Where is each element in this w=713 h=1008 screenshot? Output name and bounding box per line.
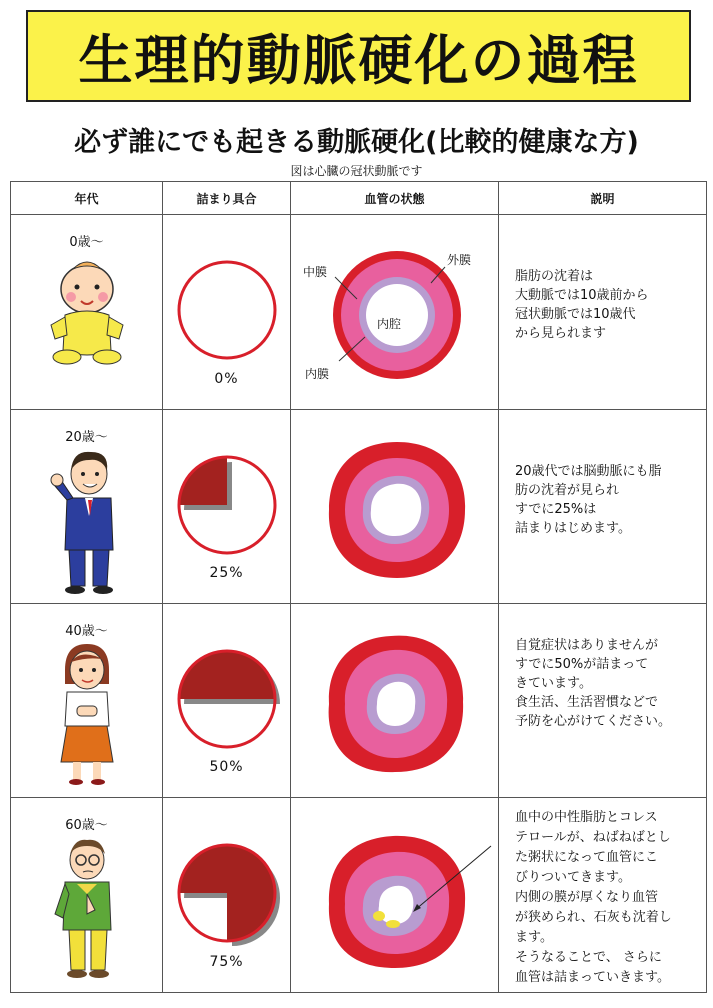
stages-table <box>10 181 707 993</box>
figure-caption: 図は心臓の冠状動脈です <box>290 164 423 178</box>
old-man-icon <box>47 834 127 984</box>
page-title: 生理的動脈硬化の過程 <box>78 28 639 92</box>
blockage-percent: 75% <box>209 954 244 970</box>
table-row <box>11 409 707 603</box>
label-adventitia: 外膜 <box>447 253 472 268</box>
age-label: 0歳〜 <box>69 235 104 251</box>
blockage-percent: 25% <box>209 565 244 582</box>
header-age: 年代 <box>11 182 163 215</box>
table-row <box>11 604 707 798</box>
blockage-pie <box>172 255 282 365</box>
age-label: 40歳〜 <box>65 624 108 640</box>
vessel-cell <box>291 409 499 603</box>
blockage-cell <box>163 409 291 603</box>
vessel-cell <box>291 798 499 993</box>
description-cell <box>499 604 707 798</box>
header-row <box>11 182 707 215</box>
woman-icon <box>47 640 127 790</box>
header-blockage: 詰まり具合 <box>163 182 291 215</box>
table-row <box>11 798 707 993</box>
vessel-cell <box>291 215 499 409</box>
label-media: 中膜 <box>303 265 328 280</box>
age-cell <box>11 798 163 993</box>
blocked-sector <box>179 651 275 699</box>
age-cell <box>11 215 163 409</box>
description-text: 20歳代では脳動脈にも脂 肪の沈着が見られ すでに25%は 詰まりはじめます。 <box>515 463 662 536</box>
blockage-cell <box>163 798 291 993</box>
age-cell <box>11 604 163 798</box>
vessel-cell <box>291 604 499 798</box>
blockage-pie <box>172 450 282 560</box>
label-intima: 内膜 <box>305 367 330 382</box>
blockage-percent: 0% <box>214 370 239 387</box>
page-subtitle: 必ず誰にでも起きる動脈硬化(比較的健康な方) <box>74 127 639 158</box>
description-cell <box>499 798 707 993</box>
label-lumen: 内腔 <box>377 317 402 332</box>
description-text: 自覚症状はありませんが すでに50%が詰まって きています。 食生活、生活習慣などで 予防を心がけてください。 <box>515 638 672 730</box>
blockage-cell <box>163 215 291 409</box>
age-label: 20歳〜 <box>65 429 108 445</box>
description-text: 血中の中性脂肪とコレス テロールが、ねばねばとし た粥状になって血管にこ びりついてきます。 内側の膜が厚くなり血管 が狭められ、石灰も沈着し ます。 そうなることで、 さらに 血管は詰まっていきます。 <box>515 810 672 986</box>
blockage-percent: 50% <box>209 759 244 776</box>
baby-icon <box>47 255 127 375</box>
pie-outline <box>179 262 275 358</box>
description-cell <box>499 215 707 409</box>
blockage-pie <box>172 644 282 754</box>
header-description: 説明 <box>499 182 707 215</box>
table-row <box>11 215 707 409</box>
age-cell <box>11 409 163 603</box>
description-cell <box>499 409 707 603</box>
age-label: 60歳〜 <box>65 818 108 834</box>
young-man-icon <box>47 446 127 596</box>
blockage-pie <box>172 838 282 948</box>
artery-cross-section <box>295 622 495 782</box>
title-banner <box>26 10 691 102</box>
blockage-cell <box>163 604 291 798</box>
description-text: 脂肪の沈着は 大動脈では10歳前から 冠状動脈では10歳代 から見られます <box>515 269 649 342</box>
header-vessel: 血管の状態 <box>291 182 499 215</box>
artery-cross-section <box>295 816 495 976</box>
artery-cross-section <box>295 428 495 588</box>
